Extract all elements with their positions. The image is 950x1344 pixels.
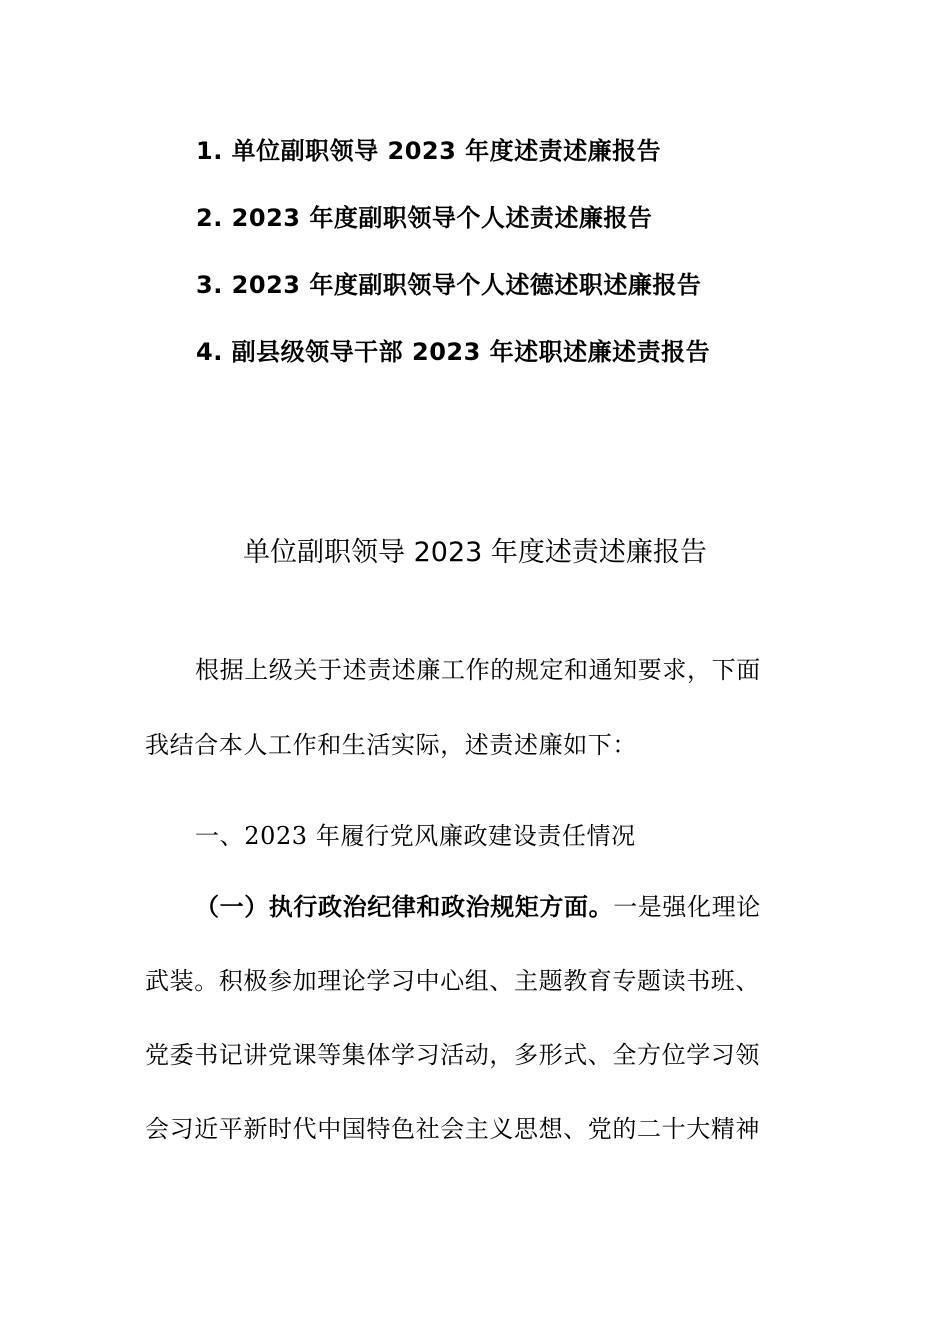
- toc-item-1: 1. 单位副职领导 2023 年度述责述廉报告: [196, 137, 662, 165]
- section-heading: [145, 818, 810, 854]
- paragraph-line-5: 会习近平新时代中国特色社会主义思想、党的二十大精神: [145, 1115, 760, 1143]
- toc-item-4: 4. 副县级领导干部 2023 年述职述廉述责报告: [196, 338, 711, 366]
- section-heading-text: 一、2023 年履行党风廉政建设责任情况: [195, 822, 636, 850]
- subsection-text-start: 一是强化理论: [613, 893, 761, 921]
- toc-item-2: 2. 2023 年度副职领导个人述责述廉报告: [196, 204, 653, 232]
- intro-line-2: 我结合本人工作和生活实际，述责述廉如下：: [145, 731, 637, 759]
- subsection-heading: （一）执行政治纪律和政治规矩方面。: [195, 893, 614, 921]
- paragraph-line-4: 党委书记讲党课等集体学习活动，多形式、全方位学习领: [145, 1041, 760, 1069]
- toc-item-3: 3. 2023 年度副职领导个人述德述职述廉报告: [196, 271, 702, 299]
- intro-line-1: 根据上级关于述责述廉工作的规定和通知要求，下面: [195, 656, 761, 684]
- table-of-contents: [196, 128, 836, 396]
- paragraph-line-3: 武装。积极参加理论学习中心组、主题教育专题读书班、: [145, 967, 760, 995]
- document-title: 单位副职领导 2023 年度述责述廉报告: [243, 537, 707, 568]
- subsection-paragraph-first-line: [145, 889, 810, 925]
